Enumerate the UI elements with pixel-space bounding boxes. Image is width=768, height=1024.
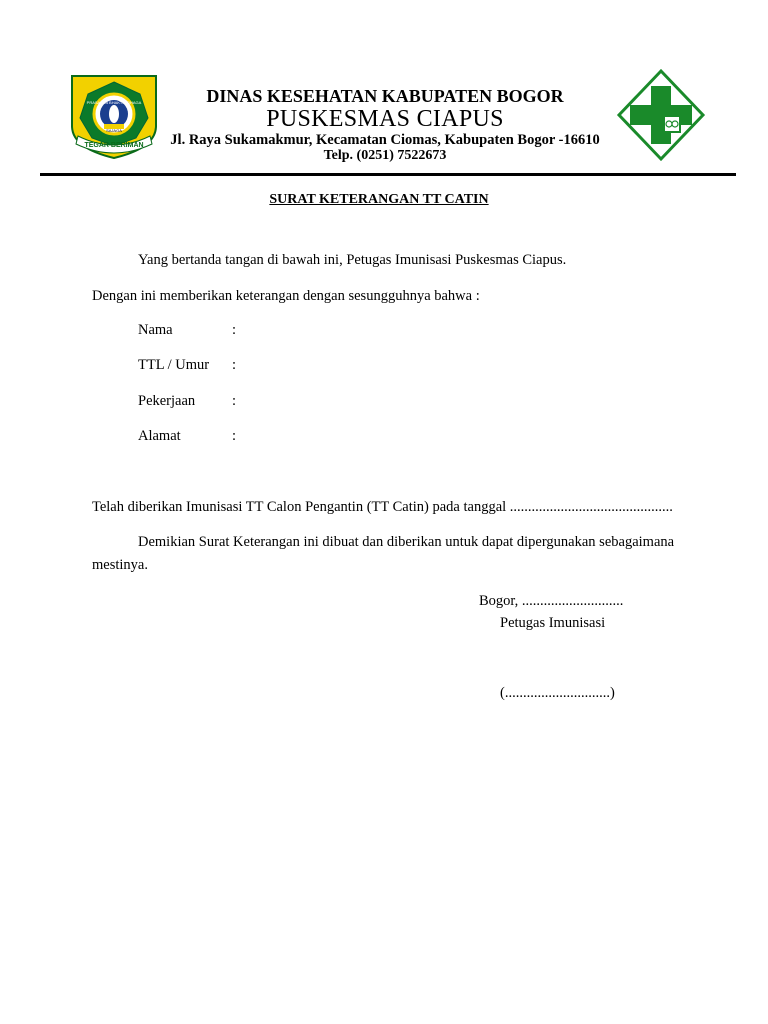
field-colon: : bbox=[232, 393, 237, 409]
emblem-center-text: SAJAGA bbox=[106, 128, 122, 133]
immunization-statement: Telah diberikan Imunisasi TT Calon Pengantin (TT Catin) pada tanggal ............................................. bbox=[92, 499, 673, 515]
field-label-ttl-umur: TTL / Umur bbox=[138, 357, 210, 373]
emblem-motto-text: TEGAR BERIMAN bbox=[84, 142, 144, 149]
closing-paragraph-line-1: Demikian Surat Keterangan ini dibuat dan diberikan untuk dapat dipergunakan sebagaimana bbox=[138, 534, 675, 550]
office-address: Jl. Raya Sukamakmur, Kecamatan Ciomas, Kabupaten Bogor -16610 bbox=[170, 132, 600, 148]
header-divider bbox=[40, 173, 736, 176]
puskesmas-cross-icon bbox=[616, 68, 706, 162]
field-label-nama: Nama bbox=[138, 322, 173, 338]
closing-paragraph-line-2: mestinya. bbox=[92, 557, 148, 573]
agency-name: DINAS KESEHATAN KABUPATEN BOGOR bbox=[206, 86, 564, 106]
letter-title: SURAT KETERANGAN TT CATIN bbox=[269, 192, 489, 207]
emblem-top-text: PRASADYA BHAKTI TOHAGA bbox=[86, 100, 142, 105]
bogor-regency-emblem-icon bbox=[70, 74, 158, 160]
statement-paragraph: Dengan ini memberikan keterangan dengan sesungguhnya bahwa : bbox=[92, 288, 480, 304]
signature-placeholder: (.............................) bbox=[500, 685, 615, 701]
signer-title: Petugas Imunisasi bbox=[500, 615, 606, 631]
field-label-alamat: Alamat bbox=[138, 428, 181, 444]
field-colon: : bbox=[232, 428, 237, 444]
field-colon: : bbox=[232, 322, 237, 338]
office-phone: Telp. (0251) 7522673 bbox=[323, 148, 447, 163]
field-label-pekerjaan: Pekerjaan bbox=[138, 393, 196, 409]
intro-paragraph: Yang bertanda tangan di bawah ini, Petugas Imunisasi Puskesmas Ciapus. bbox=[138, 252, 567, 268]
field-colon: : bbox=[232, 357, 237, 373]
place-date: Bogor, ............................ bbox=[479, 593, 624, 609]
office-name: PUSKESMAS CIAPUS bbox=[266, 106, 504, 132]
